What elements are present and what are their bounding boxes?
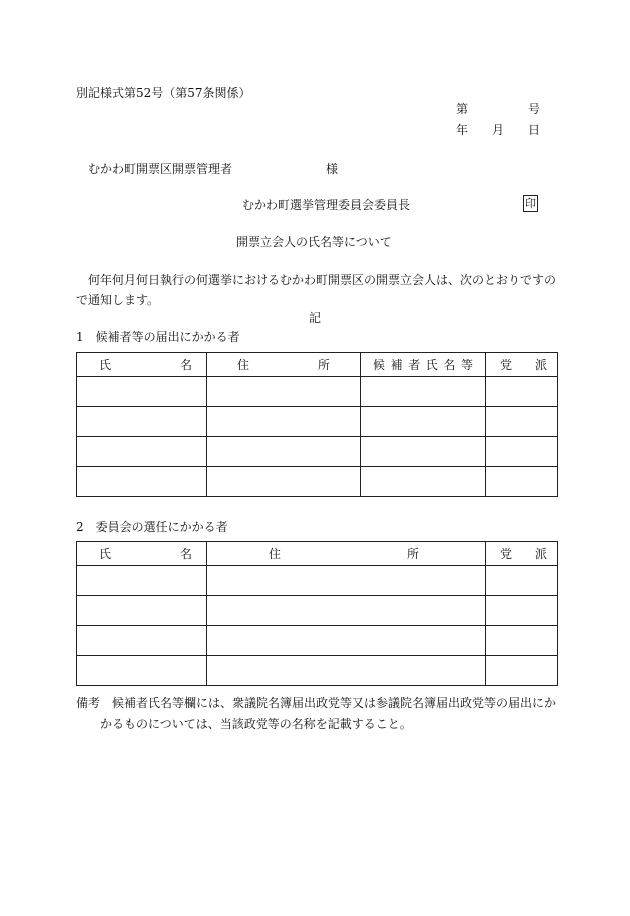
table-row (77, 596, 558, 626)
section2-heading: 2 委員会の選任にかかる者 (76, 520, 228, 534)
seal-label: 印 (525, 197, 536, 210)
section2-table (76, 541, 558, 686)
section1-table (76, 352, 558, 497)
table-row (77, 566, 558, 596)
addressee-honorific: 様 (326, 162, 339, 176)
form-number: 別記様式第52号（第57条関係） (76, 86, 251, 100)
note-line1: 候補者氏名等欄には、衆議院名簿届出政党等又は参議院名簿届出政党等の届出にか (112, 696, 557, 710)
document-title: 開票立会人の氏名等について (236, 235, 392, 249)
col-name: 氏 名 (77, 542, 207, 566)
sender-name: むかわ町選挙管理委員会委員長 (242, 198, 411, 212)
seal-mark (523, 197, 538, 209)
table-row (77, 626, 558, 656)
body-text: 何年何月何日執行の何選挙におけるむかわ町開票区の開票立会人は、次のとおりですので通知します。 (76, 273, 557, 307)
section1-header-row (77, 353, 558, 377)
note-label: 備考 (76, 696, 101, 710)
col-candidate: 候 補 者 氏 名 等 (361, 353, 486, 377)
addressee-name: むかわ町開票区開票管理者 (88, 162, 233, 176)
table-row (77, 437, 558, 467)
table-row (77, 377, 558, 407)
col-name: 氏 名 (77, 353, 207, 377)
date-month: 月 (492, 123, 505, 137)
date-year: 年 (456, 123, 469, 137)
table-row (77, 467, 558, 497)
col-address: 住 所 (207, 542, 486, 566)
section2-header-row (77, 542, 558, 566)
col-party: 党 派 (486, 542, 558, 566)
table-row (77, 656, 558, 686)
doc-number-prefix: 第 (456, 102, 469, 116)
doc-number-suffix: 号 (528, 102, 541, 116)
col-address: 住 所 (207, 353, 361, 377)
table-row (77, 407, 558, 437)
col-party: 党 派 (486, 353, 558, 377)
date-day: 日 (528, 123, 541, 137)
section1-heading: 1 候補者等の届出にかかる者 (76, 330, 240, 344)
ki-label: 記 (309, 311, 322, 325)
note-line2: かるものについては、当該政党等の名称を記載すること。 (100, 717, 412, 731)
